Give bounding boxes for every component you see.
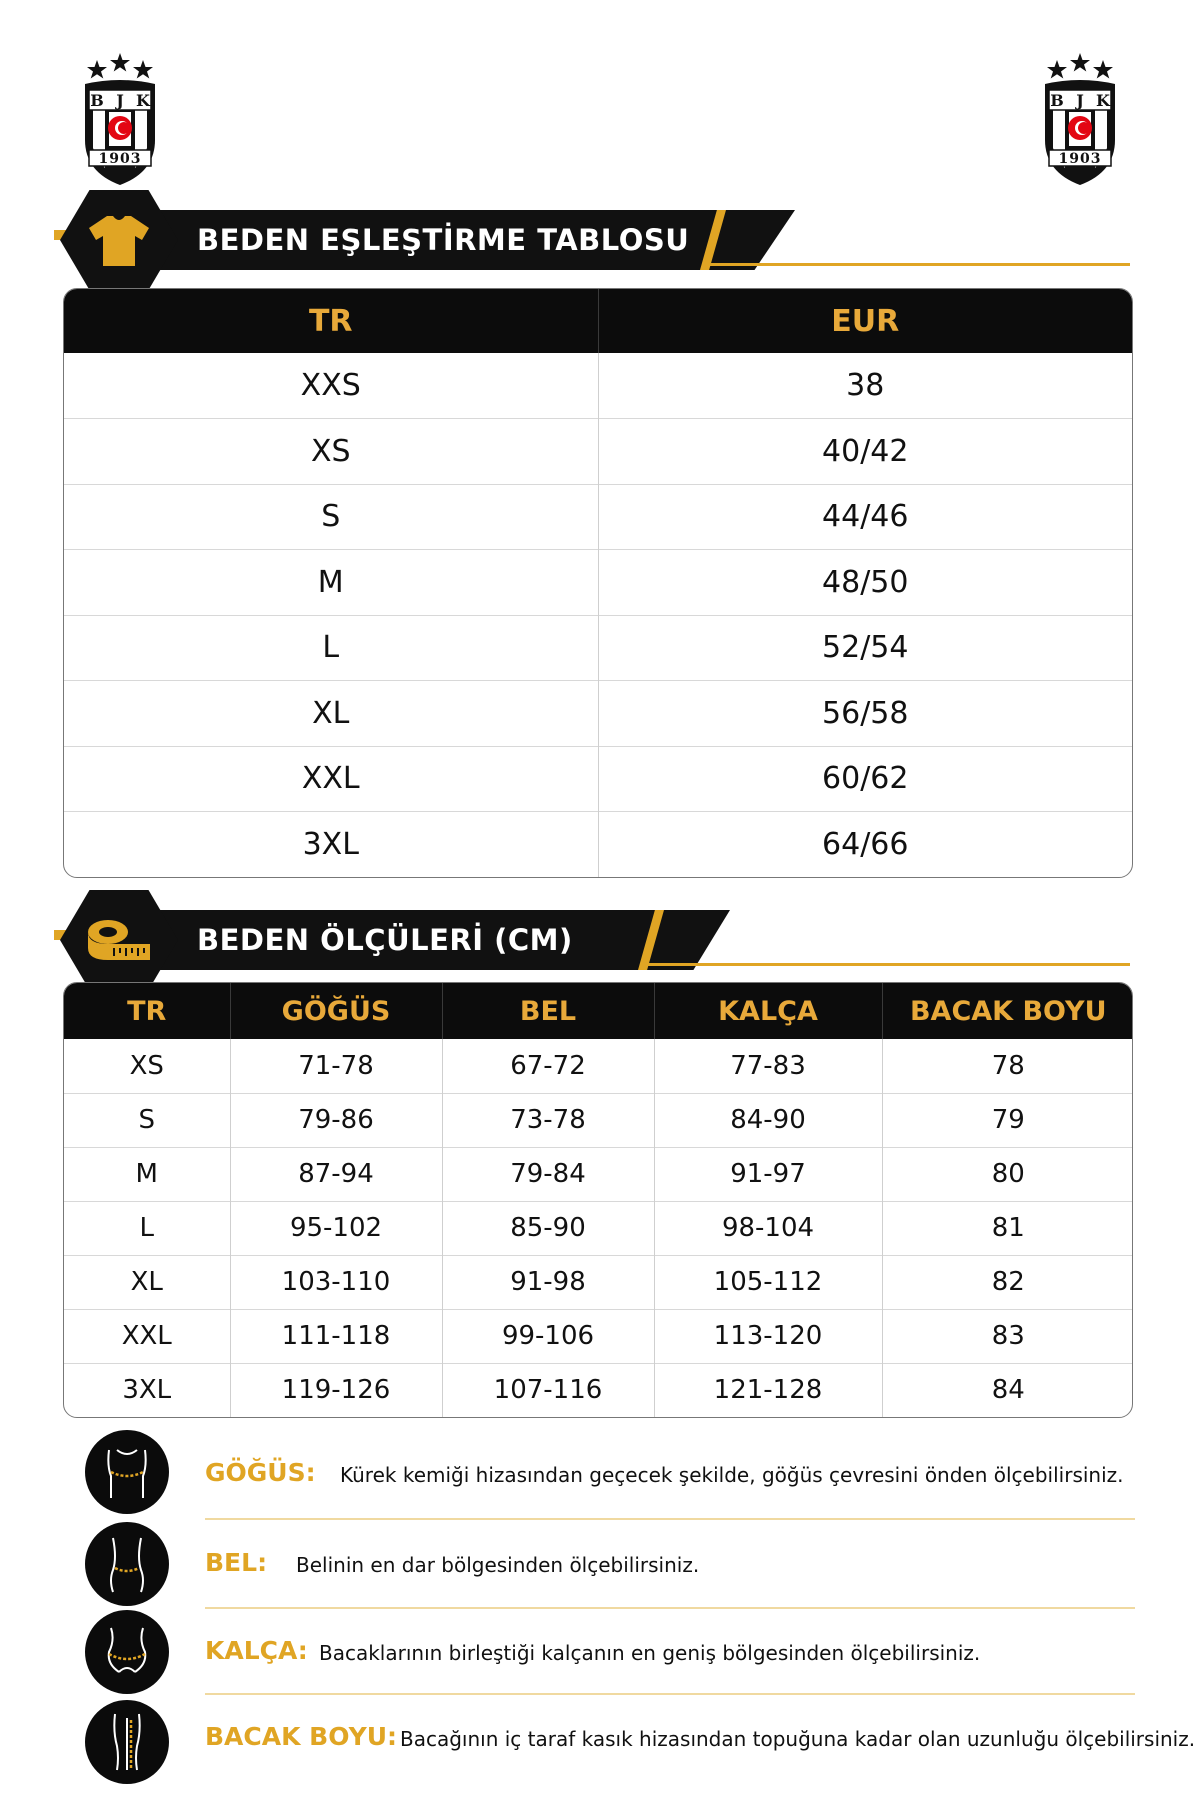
chest-cell: 111-118	[230, 1309, 442, 1363]
leg-length-cell: 83	[882, 1309, 1133, 1363]
guide-label-waist: BEL:	[205, 1548, 268, 1577]
hip-cell: 121-128	[654, 1363, 882, 1417]
chest-cell: 119-126	[230, 1363, 442, 1417]
section-title: BEDEN ÖLÇÜLERİ (CM)	[197, 923, 573, 957]
size-cell: XXL	[64, 1309, 230, 1363]
svg-text:1903: 1903	[1058, 151, 1102, 167]
size-cell: XS	[64, 1039, 230, 1093]
tr-size-cell: L	[64, 615, 598, 681]
hip-measure-icon	[85, 1610, 169, 1694]
size-match-table	[63, 288, 1133, 878]
chest-measure-icon	[85, 1430, 169, 1514]
table-row	[64, 1255, 1133, 1309]
guide-divider	[205, 1518, 1135, 1520]
guide-label-leg-length: BACAK BOYU:	[205, 1722, 397, 1751]
chest-cell: 79-86	[230, 1093, 442, 1147]
size-cell: 3XL	[64, 1363, 230, 1417]
table-row	[64, 812, 1132, 878]
eur-size-cell: 56/58	[598, 681, 1132, 747]
svg-text:B: B	[90, 91, 104, 110]
size-cell: S	[64, 1093, 230, 1147]
eur-size-cell: 64/66	[598, 812, 1132, 878]
guide-text-hip: Bacaklarının birleştiği kalçanın en geniş bölgesinden ölçebilirsiniz.	[319, 1641, 981, 1665]
svg-text:J: J	[1076, 91, 1084, 110]
chest-cell: 95-102	[230, 1201, 442, 1255]
guide-divider	[205, 1607, 1135, 1609]
bjk-crest-logo	[75, 50, 165, 190]
tr-size-cell: XXS	[64, 353, 598, 419]
tr-size-cell: XL	[64, 681, 598, 747]
column-header: TR	[64, 289, 598, 353]
hip-cell: 113-120	[654, 1309, 882, 1363]
waist-cell: 91-98	[442, 1255, 654, 1309]
table-row	[64, 1039, 1133, 1093]
tr-size-cell: S	[64, 484, 598, 550]
waist-cell: 85-90	[442, 1201, 654, 1255]
chest-cell: 87-94	[230, 1147, 442, 1201]
table-row	[64, 1309, 1133, 1363]
svg-text:B: B	[1050, 91, 1064, 110]
svg-text:K: K	[136, 91, 150, 110]
size-cell: M	[64, 1147, 230, 1201]
column-header: KALÇA	[654, 983, 882, 1039]
waist-cell: 107-116	[442, 1363, 654, 1417]
waist-cell: 73-78	[442, 1093, 654, 1147]
column-header: EUR	[598, 289, 1132, 353]
measuring-tape-icon	[60, 890, 178, 990]
leg-length-cell: 81	[882, 1201, 1133, 1255]
hip-cell: 77-83	[654, 1039, 882, 1093]
tr-size-cell: M	[64, 550, 598, 616]
measurement-guide	[85, 1430, 1196, 1800]
tr-size-cell: 3XL	[64, 812, 598, 878]
guide-divider	[205, 1693, 1135, 1695]
table-row	[64, 746, 1132, 812]
table-row	[64, 419, 1132, 485]
size-cell: XL	[64, 1255, 230, 1309]
guide-text-leg-length: Bacağının iç taraf kasık hizasından topuğuna kadar olan uzunluğu ölçebilirsiniz.	[400, 1727, 1196, 1751]
guide-text-waist: Belinin en dar bölgesinden ölçebilirsiniz.	[296, 1553, 700, 1577]
guide-label-hip: KALÇA:	[205, 1636, 308, 1665]
table-row	[64, 1147, 1133, 1201]
eur-size-cell: 60/62	[598, 746, 1132, 812]
bjk-crest-logo	[1035, 50, 1125, 190]
header-underline	[643, 963, 1130, 966]
table-row	[64, 681, 1132, 747]
eur-size-cell: 40/42	[598, 419, 1132, 485]
column-header: TR	[64, 983, 230, 1039]
svg-text:K: K	[1096, 91, 1110, 110]
table-row	[64, 550, 1132, 616]
waist-cell: 79-84	[442, 1147, 654, 1201]
guide-text-chest: Kürek kemiği hizasından geçecek şekilde, göğüs çevresini önden ölçebilirsiniz.	[340, 1463, 1124, 1487]
eur-size-cell: 44/46	[598, 484, 1132, 550]
hip-cell: 91-97	[654, 1147, 882, 1201]
waist-cell: 99-106	[442, 1309, 654, 1363]
leg-length-cell: 84	[882, 1363, 1133, 1417]
waist-measure-icon	[85, 1522, 169, 1606]
hip-cell: 98-104	[654, 1201, 882, 1255]
tr-size-cell: XS	[64, 419, 598, 485]
guide-label-chest: GÖĞÜS:	[205, 1458, 316, 1487]
eur-size-cell: 52/54	[598, 615, 1132, 681]
table-row	[64, 1363, 1133, 1417]
leg-length-cell: 78	[991, 1050, 1025, 1081]
chest-cell: 103-110	[230, 1255, 442, 1309]
svg-text:1903: 1903	[98, 151, 142, 167]
column-header: BEL	[442, 983, 654, 1039]
leg-length-cell: 80	[882, 1147, 1133, 1201]
eur-size-cell: 48/50	[598, 550, 1132, 616]
column-header: BACAK BOYU	[882, 983, 1133, 1039]
eur-size-cell: 38	[846, 368, 885, 403]
tshirt-icon	[60, 190, 178, 290]
leg-length-cell: 82	[882, 1255, 1133, 1309]
waist-cell: 67-72	[442, 1039, 654, 1093]
chest-cell: 71-78	[230, 1039, 442, 1093]
leg-length-icon	[85, 1700, 169, 1784]
header-underline	[705, 263, 1130, 266]
size-cell: L	[64, 1201, 230, 1255]
table-row	[64, 1201, 1133, 1255]
hip-cell: 105-112	[654, 1255, 882, 1309]
table-row	[64, 1093, 1133, 1147]
column-header: GÖĞÜS	[230, 983, 442, 1039]
leg-length-cell: 79	[882, 1093, 1133, 1147]
hip-cell: 84-90	[654, 1093, 882, 1147]
measurements-table	[63, 982, 1133, 1418]
svg-text:J: J	[116, 91, 124, 110]
tr-size-cell: XXL	[64, 746, 598, 812]
measurements-header	[60, 890, 1130, 990]
table-row	[64, 615, 1132, 681]
table-row	[64, 484, 1132, 550]
table-row	[64, 353, 1132, 419]
size-match-header	[60, 190, 1130, 290]
section-title: BEDEN EŞLEŞTİRME TABLOSU	[197, 223, 690, 257]
